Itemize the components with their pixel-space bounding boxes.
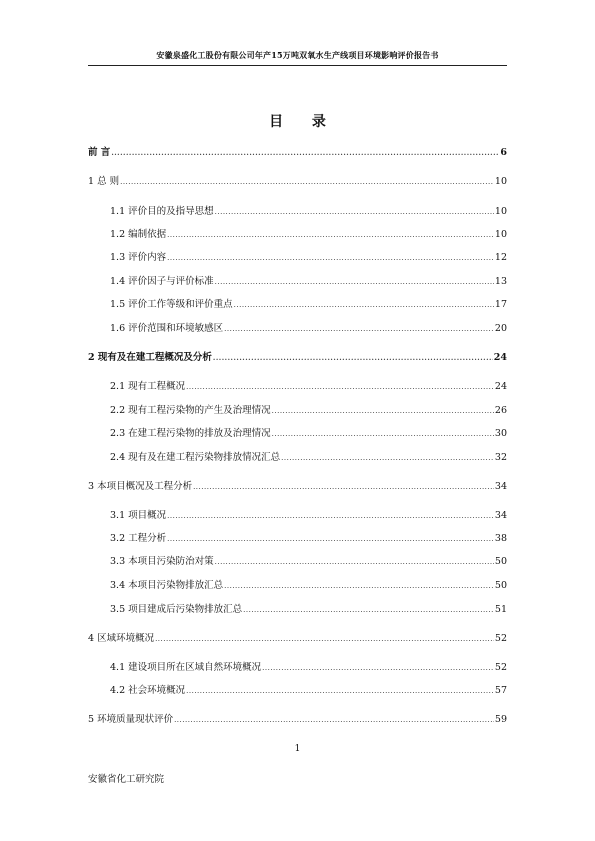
toc-entry-page: 57 [494, 685, 507, 696]
toc-dot-leader [215, 556, 494, 568]
toc-dot-leader [167, 533, 494, 545]
toc-dot-leader [186, 685, 494, 697]
toc-entry[interactable] [110, 533, 507, 545]
toc-dot-leader [262, 662, 494, 674]
toc-entry-label: 2.2 现有工程污染物的产生及治理情况 [110, 405, 271, 416]
toc-entry-label: 1.4 评价因子与评价标准 [110, 276, 214, 287]
toc-entry-label: 3.4 本项目污染物排放汇总 [110, 580, 224, 591]
toc-entry[interactable] [110, 405, 507, 417]
toc-dot-leader [193, 481, 494, 493]
toc-entry-page: 10 [494, 176, 507, 187]
toc-entry-label: 3.3 本项目污染防治对策 [110, 556, 214, 567]
toc-entry-label: 3.2 工程分析 [110, 533, 167, 544]
toc-dot-leader [167, 510, 494, 522]
toc-entry[interactable] [110, 428, 507, 440]
toc-entry[interactable] [110, 662, 507, 674]
toc-dot-leader [155, 633, 494, 645]
toc-dot-leader [213, 352, 493, 364]
toc-entry-page: 24 [493, 352, 507, 363]
toc-entry-label: 5 环境质量现状评价 [88, 714, 174, 725]
toc-entry-page: 52 [494, 662, 507, 673]
toc-entry[interactable] [110, 252, 507, 264]
toc-entry-label: 1.2 编制依据 [110, 229, 167, 240]
toc-entry-page: 32 [494, 452, 507, 463]
toc-dot-leader [281, 452, 494, 464]
toc-entry[interactable] [110, 580, 507, 592]
toc-entry[interactable] [88, 352, 507, 364]
toc-dot-leader [224, 580, 494, 592]
toc-dot-leader [234, 299, 494, 311]
toc-entry-label: 4.2 社会环境概况 [110, 685, 186, 696]
toc-entry[interactable] [110, 276, 507, 288]
toc-entry-page: 10 [494, 229, 507, 240]
toc-entry-label: 3 本项目概况及工程分析 [88, 481, 193, 492]
toc-entry[interactable] [88, 714, 507, 726]
toc-entry-page: 26 [494, 405, 507, 416]
toc-entry[interactable] [110, 206, 507, 218]
toc-entry-page: 34 [494, 481, 507, 492]
toc-entry[interactable] [88, 481, 507, 493]
toc-entry[interactable] [110, 685, 507, 697]
toc-entry-label: 3.1 项目概况 [110, 510, 167, 521]
toc-entry-page: 51 [494, 604, 507, 615]
toc-dot-leader [167, 229, 494, 241]
toc-entry-page: 50 [494, 556, 507, 567]
toc-entry-label: 1.3 评价内容 [110, 252, 167, 263]
toc-dot-leader [224, 323, 494, 335]
toc-entry-label: 1.1 评价目的及指导思想 [110, 206, 214, 217]
toc-entry-page: 38 [494, 533, 507, 544]
toc-entry-page: 30 [494, 428, 507, 439]
toc-entry[interactable] [110, 323, 507, 335]
toc-entry-label: 1.6 评价范围和环境敏感区 [110, 323, 224, 334]
toc-dot-leader [215, 276, 494, 288]
toc-entry-label: 2.3 在建工程污染物的排放及治理情况 [110, 428, 271, 439]
page-title: 目 录 [269, 114, 338, 130]
toc-entry-label: 2 现有及在建工程概况及分析 [88, 352, 212, 363]
toc-entry[interactable] [88, 176, 507, 188]
toc-dot-leader [243, 604, 494, 616]
running-header: 安徽泉盛化工股份有限公司年产15万吨双氧水生产线项目环境影响评价报告书 [156, 50, 439, 60]
toc-entry-page: 12 [494, 252, 507, 263]
toc-entry[interactable] [88, 633, 507, 645]
toc-dot-leader [174, 714, 494, 726]
toc-entry-page: 24 [494, 381, 507, 392]
toc-entry-page: 13 [494, 276, 507, 287]
toc-dot-leader [272, 428, 494, 440]
toc-entry-label: 1 总 则 [88, 176, 120, 187]
toc-entry-page: 34 [494, 510, 507, 521]
toc-entry[interactable] [110, 604, 507, 616]
toc-entry-label: 2.1 现有工程概况 [110, 381, 186, 392]
toc-dot-leader [186, 381, 494, 393]
toc-dot-leader [120, 176, 494, 188]
footer-organization: 安徽省化工研究院 [88, 774, 165, 785]
toc-entry[interactable] [110, 510, 507, 522]
toc-entry-label: 3.5 项目建成后污染物排放汇总 [110, 604, 243, 615]
toc-entry-label: 1.5 评价工作等级和评价重点 [110, 299, 233, 310]
toc-entry-page: 6 [500, 147, 507, 158]
toc-entry-label: 前 言 [88, 147, 111, 158]
toc-entry-page: 50 [494, 580, 507, 591]
toc-entry-label: 4 区域环境概况 [88, 633, 155, 644]
page-number: 1 [294, 744, 301, 754]
toc-entry-label: 4.1 建设项目所在区域自然环境概况 [110, 662, 262, 673]
toc-entry-page: 52 [494, 633, 507, 644]
toc-dot-leader [111, 147, 499, 159]
toc-entry-label: 2.4 现有及在建工程污染物排放情况汇总 [110, 452, 281, 463]
header-rule [88, 65, 507, 66]
toc-entry[interactable] [88, 147, 507, 159]
toc-entry[interactable] [110, 229, 507, 241]
toc-entry[interactable] [110, 381, 507, 393]
toc-dot-leader [167, 252, 494, 264]
toc-entry-page: 17 [494, 299, 507, 310]
toc-dot-leader [272, 405, 494, 417]
toc-entry[interactable] [110, 556, 507, 568]
toc-dot-leader [215, 206, 494, 218]
toc-entry-page: 10 [494, 206, 507, 217]
toc-entry[interactable] [110, 452, 507, 464]
toc-entry-page: 59 [494, 714, 507, 725]
toc-entry[interactable] [110, 299, 507, 311]
toc-entry-page: 20 [494, 323, 507, 334]
